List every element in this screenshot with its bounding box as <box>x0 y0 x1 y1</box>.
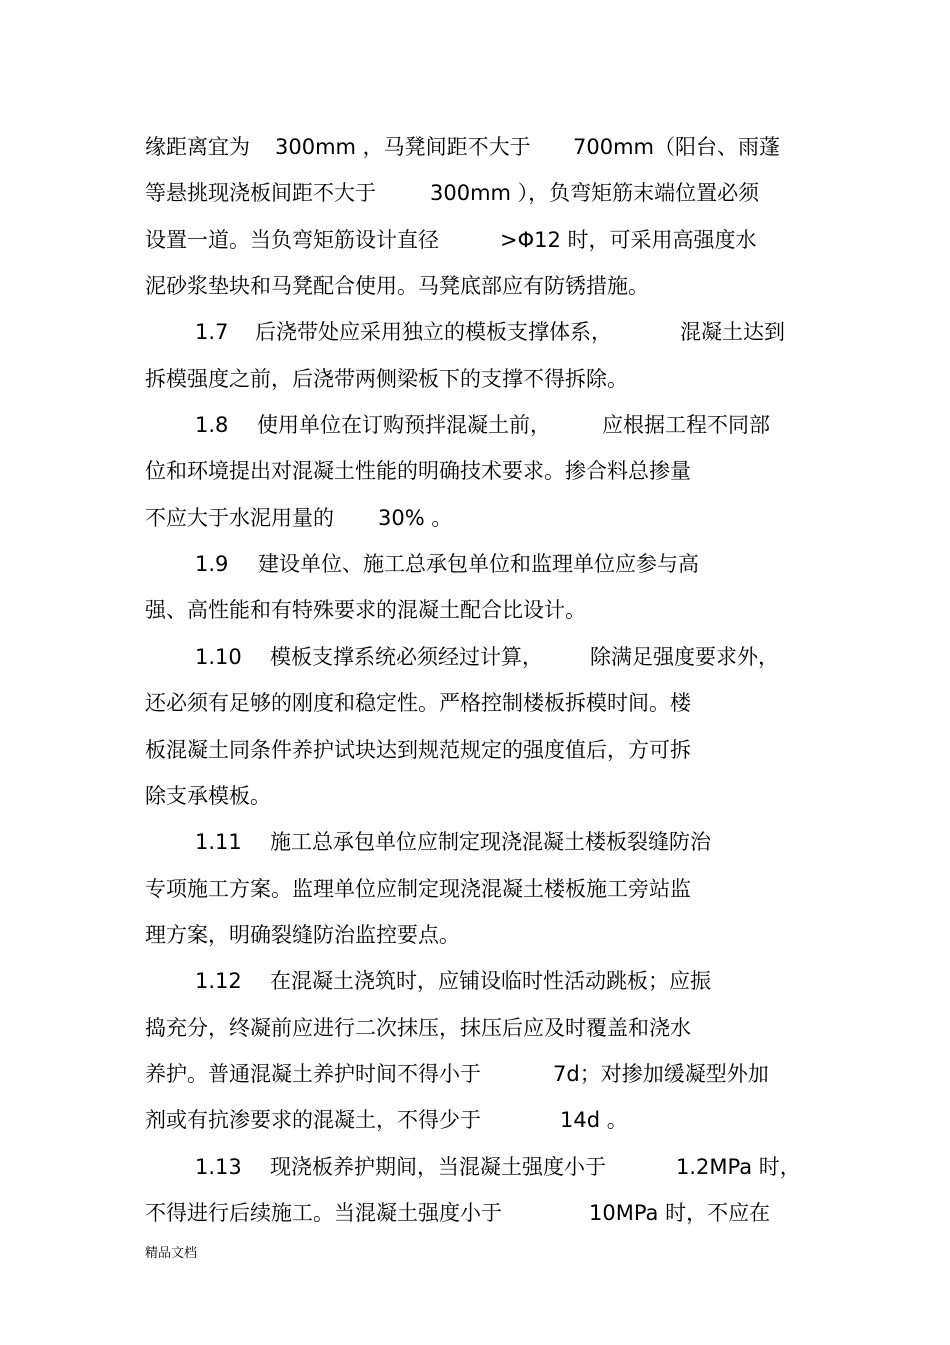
text-segment: 现浇板养护期间， <box>270 1155 438 1179</box>
text-line <box>0 967 711 995</box>
text-line <box>0 226 757 254</box>
text-segment: >Φ12 时，可采用高强度水 <box>500 228 757 252</box>
text-segment: 剂或有抗渗要求的混凝土，不得少于 <box>145 1108 481 1132</box>
section-number: 1.12 <box>195 969 242 993</box>
text-segment: 应根据工程不同部 <box>602 413 770 437</box>
text-segment: 不应大于水泥用量的 <box>145 506 334 530</box>
text-segment: 300mm ，马凳间距不大于 <box>275 135 531 159</box>
text-line <box>0 318 785 346</box>
text-segment: 1.2MPa 时， <box>676 1155 801 1179</box>
text-segment: 建设单位、施工总承包单位和监理单位应参与高 <box>258 552 699 576</box>
text-line <box>0 365 628 393</box>
text-line <box>0 689 691 717</box>
section-number: 1.13 <box>195 1155 242 1179</box>
text-segment: 拆模强度之前，后浇带两侧梁板下的支撑不得拆除。 <box>145 367 628 391</box>
text-line <box>0 504 453 532</box>
text-line <box>0 133 780 161</box>
text-line <box>0 828 711 856</box>
text-line <box>0 875 691 903</box>
text-line <box>0 457 691 485</box>
text-segment: 300mm ），负弯矩筋末端位置必须 <box>430 181 760 205</box>
text-segment: 当混凝土强度小于 <box>438 1155 606 1179</box>
text-segment: 缘距离宜为 <box>145 135 250 159</box>
text-line <box>0 736 691 764</box>
text-line <box>0 782 271 810</box>
section-number: 1.10 <box>195 645 242 669</box>
text-segment: 位和环境提出对混凝土性能的明确技术要求。掺合料总掺量 <box>145 459 691 483</box>
text-line <box>0 550 699 578</box>
text-segment: 捣充分，终凝前应进行二次抹压，抹压后应及时覆盖和浇水 <box>145 1016 691 1040</box>
text-segment: 不得进行后续施工。当混凝土强度小于 <box>145 1201 502 1225</box>
text-segment: 设置一道。当负弯矩筋设计直径 <box>145 228 439 252</box>
text-segment: 专项施工方案。监理单位应制定现浇混凝土楼板施工旁站监 <box>145 877 691 901</box>
text-segment: 除满足强度要求外， <box>590 645 779 669</box>
section-number: 1.11 <box>195 830 242 854</box>
text-segment: 在混凝土浇筑时，应铺设临时性活动跳板；应振 <box>270 969 711 993</box>
text-segment: 30% 。 <box>378 506 453 530</box>
section-number: 1.8 <box>195 413 229 437</box>
text-line <box>0 1014 691 1042</box>
text-line <box>0 179 760 207</box>
text-segment: 14d 。 <box>560 1108 628 1132</box>
text-line <box>0 1060 769 1088</box>
text-segment: 700mm（阳台、雨蓬 <box>573 135 780 159</box>
text-segment: 10MPa 时，不应在 <box>589 1201 771 1225</box>
text-line <box>0 411 770 439</box>
text-line <box>0 643 779 671</box>
text-segment: 等悬挑现浇板间距不大于 <box>145 181 376 205</box>
text-line <box>0 596 586 624</box>
text-line <box>0 1153 801 1181</box>
text-segment: 强、高性能和有特殊要求的混凝土配合比设计。 <box>145 598 586 622</box>
text-segment: 理方案，明确裂缝防治监控要点。 <box>145 923 460 947</box>
text-segment: 使用单位在订购预拌混凝土前， <box>257 413 551 437</box>
text-segment: 混凝土达到 <box>680 320 785 344</box>
text-segment: 还必须有足够的刚度和稳定性。严格控制楼板拆模时间。楼 <box>145 691 691 715</box>
text-segment: 除支承模板。 <box>145 784 271 808</box>
text-line <box>0 272 649 300</box>
text-segment: 模板支撑系统必须经过计算， <box>270 645 543 669</box>
text-segment: 后浇带处应采用独立的模板支撑体系， <box>255 320 612 344</box>
text-segment: 施工总承包单位应制定现浇混凝土楼板裂缝防治 <box>270 830 711 854</box>
section-number: 1.9 <box>195 552 229 576</box>
section-number: 1.7 <box>195 320 229 344</box>
text-line <box>0 1199 771 1227</box>
text-segment: 养护。普通混凝土养护时间不得小于 <box>145 1062 481 1086</box>
text-segment: 7d；对掺加缓凝型外加 <box>553 1062 769 1086</box>
text-segment: 板混凝土同条件养护试块达到规范规定的强度值后，方可拆 <box>145 738 691 762</box>
text-line <box>0 1106 628 1134</box>
text-segment: 泥砂浆垫块和马凳配合使用。马凳底部应有防锈措施。 <box>145 274 649 298</box>
text-line <box>0 921 460 949</box>
footer-label: 精品文档 <box>145 1246 198 1261</box>
